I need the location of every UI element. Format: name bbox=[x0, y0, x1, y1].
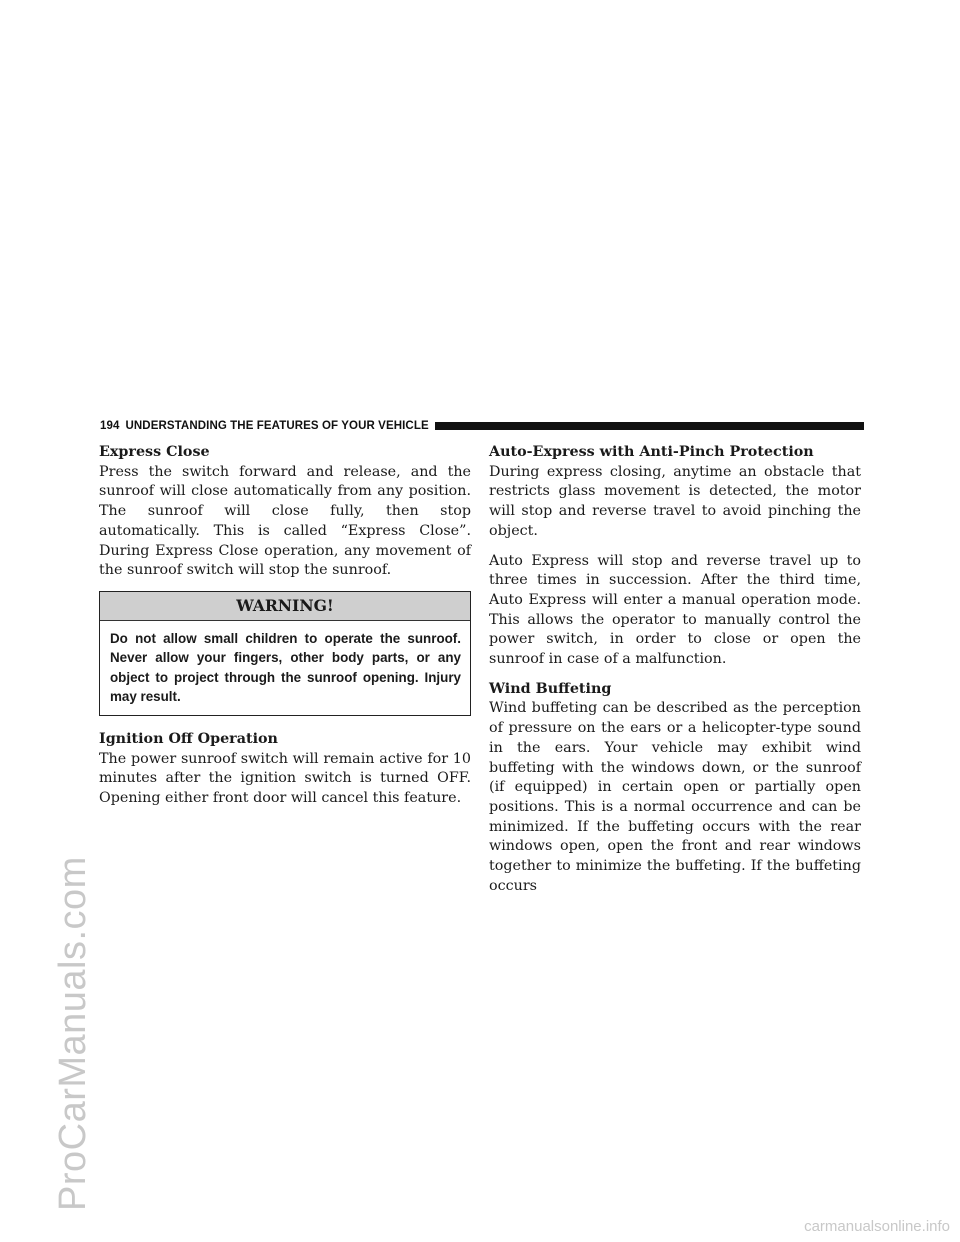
anti-pinch-paragraph-1: During express closing, anytime an obstacle that restricts glass movement is detected, the motor will stop and reverse travel to avoid pinching the object. bbox=[489, 463, 861, 539]
page-number: 194 bbox=[100, 420, 120, 432]
footer-watermark: carmanualsonline.info bbox=[804, 1218, 950, 1235]
ignition-off-heading: Ignition Off Operation bbox=[99, 730, 278, 747]
anti-pinch-heading: Auto-Express with Anti-Pinch Protection bbox=[489, 444, 814, 460]
right-column bbox=[489, 443, 861, 896]
section-title: UNDERSTANDING THE FEATURES OF YOUR VEHICLE bbox=[125, 420, 429, 432]
ignition-off-body: The power sunroof switch will remain active for 10 minutes after the ignition switch is turned OFF. Opening either front door will cancel this feature. bbox=[99, 750, 471, 807]
side-watermark: ProCarManuals.com bbox=[52, 856, 94, 1211]
warning-title: WARNING! bbox=[100, 592, 470, 621]
express-close-heading: Express Close bbox=[99, 444, 210, 460]
left-column bbox=[99, 443, 471, 809]
wind-buffeting-heading: Wind Buffeting bbox=[489, 680, 612, 697]
warning-box bbox=[99, 591, 471, 716]
anti-pinch-paragraph-2: Auto Express will stop and reverse travel up to three times in succession. After the third time, Auto Express will enter a manual operation mode. This allows the operator to manually control the power switch, in order to close or open the sunroof in case of a malfunction. bbox=[489, 552, 861, 668]
wind-buffeting-body: Wind buffeting can be described as the perception of pressure on the ears or a helicopter-type sound in the ears. Your vehicle may exhibit wind buffeting with the windows down, or the sunroof (if equipped) in certain open or partially open positions. This is a normal occurrence and can be minimized. If the buffeting occurs with the rear windows open, open the front and rear windows together to minimize the buffeting. If the buffeting occurs bbox=[489, 700, 861, 894]
page-header bbox=[100, 419, 864, 433]
header-rule bbox=[435, 422, 864, 430]
warning-body: Do not allow small children to operate the sunroof. Never allow your fingers, other body parts, or any object to project through the sunroof opening. Injury may result. bbox=[110, 630, 461, 705]
express-close-body: Press the switch forward and release, and the sunroof will close automatically from any position. The sunroof will close fully, then stop automatically. This is called “Express Close”. During Express Close operation, any movement of the sunroof switch will stop the sunroof. bbox=[99, 463, 471, 579]
